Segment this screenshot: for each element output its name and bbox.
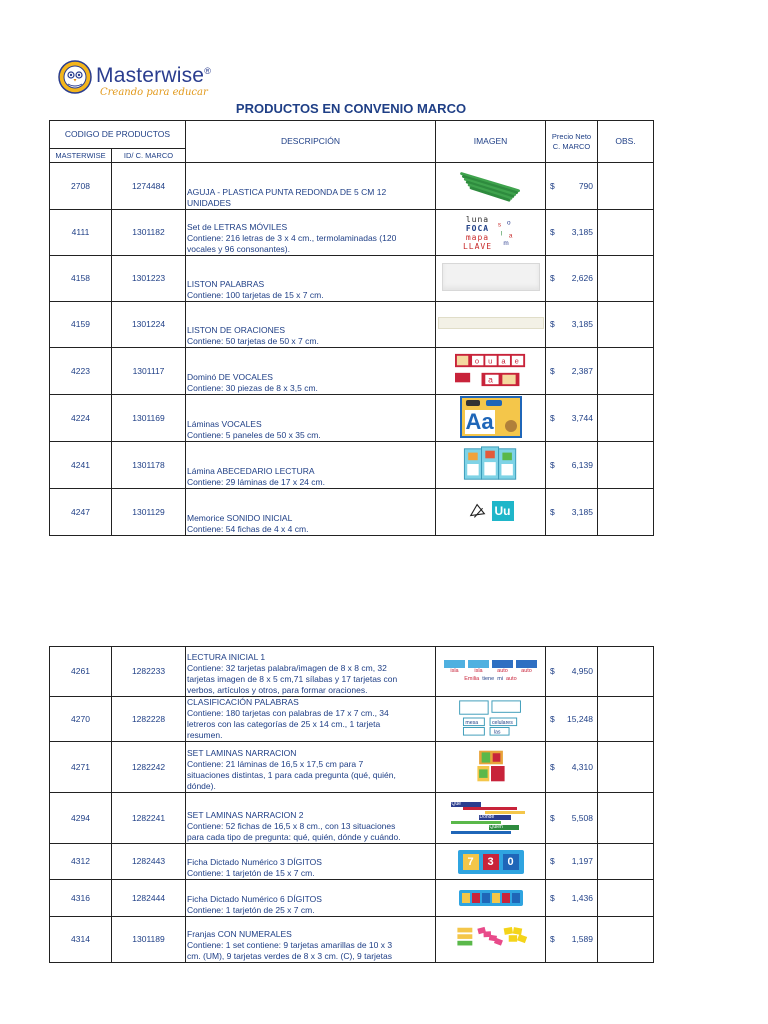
marco-id: 1301178	[112, 442, 186, 489]
currency-symbol: $	[550, 319, 555, 329]
price-cell	[546, 489, 598, 536]
price-cell	[546, 844, 598, 880]
word-classification-icon	[457, 699, 525, 740]
currency-symbol: $	[550, 459, 555, 470]
description-line: Contiene: 54 fichas de 4 x 4 cm.	[187, 524, 309, 534]
description-line: Franjas CON NUMERALES	[187, 929, 292, 939]
image-word: Emilia	[464, 676, 480, 682]
description-line: SET LAMINAS NARRACION 2	[187, 810, 304, 820]
price-cell	[546, 442, 598, 489]
description-line: vocales y 96 consonantes).	[187, 244, 291, 254]
description-line: Set de LETRAS MÓVILES	[187, 222, 288, 232]
product-description	[186, 742, 436, 793]
image-word: LLAVE	[462, 242, 493, 251]
header-price-line1: Precio Neto	[551, 131, 592, 141]
reading-cards-icon	[441, 660, 541, 683]
currency-symbol: $	[550, 713, 555, 724]
obs-cell	[598, 256, 654, 302]
currency-symbol: $	[550, 812, 555, 823]
masterwise-code: 4271	[50, 742, 112, 793]
obs-cell	[598, 742, 654, 793]
product-image	[436, 880, 546, 917]
header-price	[546, 121, 598, 163]
description-line: SET LAMINAS NARRACION	[187, 748, 297, 758]
image-word: auto	[521, 668, 532, 674]
svg-text:celulares: celulares	[491, 719, 513, 726]
product-description	[186, 844, 436, 880]
price-value: 3,744	[571, 412, 593, 423]
description-line: verbos, artículos y otros, para formar oraciones.	[187, 685, 368, 695]
product-description	[186, 442, 436, 489]
price-value: 4,950	[571, 666, 593, 676]
image-word: Quién	[489, 825, 519, 830]
price-cell	[546, 647, 598, 697]
header-obs: OBS.	[598, 121, 654, 163]
image-word: isla	[450, 668, 459, 674]
masterwise-code: 4316	[50, 880, 112, 917]
masterwise-code: 2708	[50, 163, 112, 210]
product-image	[436, 256, 546, 302]
obs-cell	[598, 395, 654, 442]
owl-seal-icon	[58, 60, 92, 94]
svg-text:u: u	[487, 355, 492, 365]
products-table-1	[49, 120, 654, 536]
price-value: 1,589	[571, 934, 593, 944]
description-line: Contiene: 32 tarjetas palabra/imagen de 8 x 8 cm, 32	[187, 663, 387, 673]
marco-id: 1282444	[112, 880, 186, 917]
word-strip-icon	[442, 263, 540, 294]
price-value: 1,197	[571, 856, 593, 866]
description-line: Contiene: 1 tarjetón de 25 x 7 cm.	[187, 905, 315, 915]
product-image	[436, 442, 546, 489]
description-line: Memorice SONIDO INICIAL	[187, 513, 293, 523]
obs-cell	[598, 697, 654, 742]
product-description	[186, 697, 436, 742]
price-cell	[546, 395, 598, 442]
description-line: Contiene: 216 letras de 3 x 4 cm., termolaminadas (120	[187, 233, 397, 243]
marco-id: 1282241	[112, 793, 186, 844]
product-image	[436, 395, 546, 442]
price-cell	[546, 793, 598, 844]
price-value: 3,185	[571, 506, 593, 517]
svg-text:s: s	[497, 221, 502, 229]
obs-cell	[598, 844, 654, 880]
product-row	[50, 742, 654, 793]
description-line: Contiene: 1 set contiene: 9 tarjetas amarillas de 10 x 3	[187, 940, 393, 950]
needles-icon	[456, 166, 526, 207]
description-line: CLASIFICACIÓN PALABRAS	[187, 697, 299, 707]
svg-text:a: a	[508, 232, 513, 240]
brand-tagline: Creando para educar	[100, 87, 208, 98]
svg-text:mesa: mesa	[464, 719, 478, 726]
image-text: Uu	[492, 501, 514, 521]
description-line: tarjetas imagen de 8 x 5 cm,71 sílabas y 17 tarjetas con	[187, 674, 398, 684]
price-cell	[546, 302, 598, 348]
masterwise-code: 4158	[50, 256, 112, 302]
description-line: Contiene: 100 tarjetas de 15 x 7 cm.	[187, 290, 324, 300]
price-value: 790	[578, 180, 593, 191]
product-description	[186, 793, 436, 844]
price-value: 3,185	[571, 227, 593, 237]
product-row	[50, 395, 654, 442]
marco-id: 1301129	[112, 489, 186, 536]
product-image	[436, 163, 546, 210]
image-word: Qué	[451, 802, 481, 807]
description-line: cm. (UM), 9 tarjetas verdes de 8 x 3 cm. (C), 9 tarjetas	[187, 951, 393, 961]
currency-symbol: $	[550, 934, 555, 944]
description-line: Lámina ABECEDARIO LECTURA	[187, 466, 315, 476]
description-line: Contiene: 180 tarjetas con palabras de 17 x 7 cm., 34	[187, 708, 389, 718]
description-line: LISTON PALABRAS	[187, 279, 265, 289]
product-image	[436, 210, 546, 256]
svg-text:o: o	[507, 219, 511, 227]
description-line: Contiene: 52 fichas de 16,5 x 8 cm., con 13 situaciones	[187, 821, 396, 831]
description-line: LISTON DE ORACIONES	[187, 325, 286, 335]
memory-cards-icon	[468, 501, 514, 524]
price-cell	[546, 742, 598, 793]
product-row	[50, 256, 654, 302]
image-word: tiene	[482, 676, 495, 682]
product-row	[50, 880, 654, 917]
currency-symbol: $	[550, 412, 555, 423]
price-cell	[546, 917, 598, 963]
svg-text:a: a	[500, 355, 506, 365]
header-description: DESCRIPCIÓN	[186, 121, 436, 163]
marco-id: 1274484	[112, 163, 186, 210]
price-value: 5,508	[571, 812, 593, 823]
marco-id: 1282242	[112, 742, 186, 793]
description-line: para cada tipo de pregunta: qué, quién, dónde y cuándo.	[187, 832, 401, 842]
description-line: UNIDADES	[187, 198, 231, 208]
image-word: mi	[497, 676, 503, 682]
image-text: Aa	[465, 408, 494, 434]
masterwise-code: 4159	[50, 302, 112, 348]
marco-id: 1301224	[112, 302, 186, 348]
currency-symbol: $	[550, 273, 555, 283]
product-description	[186, 210, 436, 256]
currency-symbol: $	[550, 506, 555, 517]
description-line: Ficha Dictado Numérico 3 DÍGITOS	[187, 857, 322, 867]
obs-cell	[598, 210, 654, 256]
image-word: luna	[465, 215, 490, 224]
description-line: AGUJA - PLASTICA PUNTA REDONDA DE 5 CM 12	[187, 187, 387, 197]
product-row	[50, 917, 654, 963]
marco-id: 1282228	[112, 697, 186, 742]
narration-sheets-icon	[474, 747, 508, 788]
price-value: 4,310	[571, 761, 593, 772]
header-id-marco: ID/ C. MARCO	[112, 149, 186, 163]
description-line: situaciones distintas, 1 para cada pregunta (qué, quién,	[187, 770, 396, 780]
marco-id: 1301182	[112, 210, 186, 256]
marco-id: 1301223	[112, 256, 186, 302]
price-value: 1,436	[571, 892, 593, 903]
description-line: resumen.	[187, 730, 223, 740]
product-image	[436, 793, 546, 844]
currency-symbol: $	[550, 761, 555, 772]
header-masterwise: MASTERWISE	[50, 149, 112, 163]
product-row	[50, 163, 654, 210]
masterwise-code: 4247	[50, 489, 112, 536]
masterwise-code: 4294	[50, 793, 112, 844]
product-image	[436, 697, 546, 742]
price-cell	[546, 880, 598, 917]
product-description	[186, 348, 436, 395]
image-word: FOCA	[465, 224, 490, 233]
number-strips-icon	[451, 924, 531, 955]
description-line: Dominó DE VOCALES	[187, 372, 273, 382]
masterwise-code: 4270	[50, 697, 112, 742]
description-line: Contiene: 29 láminas de 17 x 24 cm.	[187, 477, 325, 487]
svg-text:e: e	[514, 355, 519, 365]
product-row	[50, 489, 654, 536]
page-title: PRODUCTOS EN CONVENIO MARCO	[235, 101, 467, 116]
image-digit: 3	[483, 854, 499, 870]
product-row	[50, 697, 654, 742]
image-digit: 0	[503, 854, 519, 870]
marco-id: 1301169	[112, 395, 186, 442]
masterwise-code: 4312	[50, 844, 112, 880]
masterwise-code: 4111	[50, 210, 112, 256]
registered-mark: ®	[204, 66, 212, 76]
marco-id: 1301117	[112, 348, 186, 395]
currency-symbol: $	[550, 180, 555, 191]
product-image	[436, 348, 546, 395]
svg-text:a: a	[487, 373, 493, 384]
svg-text:o: o	[474, 355, 479, 365]
currency-symbol: $	[550, 227, 555, 237]
obs-cell	[598, 917, 654, 963]
description-line: letreros con las categorías de 25 x 14 cm., 1 tarjeta	[187, 719, 381, 729]
product-description	[186, 256, 436, 302]
price-value: 6,139	[571, 459, 593, 470]
image-word: auto	[497, 668, 508, 674]
product-row	[50, 844, 654, 880]
letters-icon	[463, 214, 518, 251]
price-value: 2,387	[571, 365, 593, 376]
obs-cell	[598, 348, 654, 395]
svg-text:l: l	[500, 230, 503, 238]
masterwise-code: 4261	[50, 647, 112, 697]
price-cell	[546, 163, 598, 210]
six-digit-card-icon	[459, 890, 523, 906]
product-description	[186, 917, 436, 963]
three-digit-card-icon	[458, 850, 524, 874]
product-image	[436, 844, 546, 880]
description-line: LECTURA INICIAL 1	[187, 652, 266, 662]
marco-id: 1301189	[112, 917, 186, 963]
product-row	[50, 348, 654, 395]
vowel-panel-icon	[460, 396, 522, 441]
description-line: Contiene: 1 tarjetón de 15 x 7 cm.	[187, 868, 315, 878]
description-line: Láminas VOCALES	[187, 419, 262, 429]
description-line: Ficha Dictado Numérico 6 DÍGITOS	[187, 894, 322, 904]
description-line: Contiene: 5 paneles de 50 x 35 cm.	[187, 430, 321, 440]
price-cell	[546, 256, 598, 302]
product-row	[50, 302, 654, 348]
price-value: 2,626	[571, 273, 593, 283]
obs-cell	[598, 489, 654, 536]
image-digit: 7	[463, 854, 479, 870]
price-cell	[546, 697, 598, 742]
obs-cell	[598, 302, 654, 348]
product-row	[50, 647, 654, 697]
price-cell	[546, 348, 598, 395]
product-description	[186, 395, 436, 442]
description-line: Contiene: 50 tarjetas de 50 x 7 cm.	[187, 336, 319, 346]
product-image	[436, 647, 546, 697]
price-value: 15,248	[567, 713, 593, 724]
marco-id: 1282233	[112, 647, 186, 697]
sentence-strip-icon	[438, 317, 544, 332]
product-description	[186, 647, 436, 697]
header-codes: CODIGO DE PRODUCTOS	[50, 121, 186, 149]
description-line: Contiene: 21 láminas de 16,5 x 17,5 cm para 7	[187, 759, 364, 769]
svg-text:m: m	[503, 239, 509, 247]
product-description	[186, 302, 436, 348]
header-price-line2: C. MARCO	[552, 141, 591, 151]
image-word: isla	[474, 668, 483, 674]
header-image: IMAGEN	[436, 121, 546, 163]
price-value: 3,185	[571, 319, 593, 329]
product-row	[50, 793, 654, 844]
obs-cell	[598, 880, 654, 917]
product-image	[436, 917, 546, 963]
currency-symbol: $	[550, 892, 555, 903]
product-image	[436, 302, 546, 348]
masterwise-code: 4314	[50, 917, 112, 963]
masterwise-code: 4223	[50, 348, 112, 395]
svg-text:las: las	[493, 729, 501, 736]
brand-logo	[58, 60, 258, 100]
obs-cell	[598, 163, 654, 210]
product-image	[436, 742, 546, 793]
product-description	[186, 489, 436, 536]
product-description	[186, 163, 436, 210]
obs-cell	[598, 647, 654, 697]
product-description	[186, 880, 436, 917]
product-row	[50, 442, 654, 489]
masterwise-code: 4224	[50, 395, 112, 442]
price-cell	[546, 210, 598, 256]
description-line: dónde).	[187, 781, 216, 791]
masterwise-code: 4241	[50, 442, 112, 489]
image-word: auto	[506, 676, 517, 682]
product-row	[50, 210, 654, 256]
image-word: Dónde	[479, 815, 511, 820]
currency-symbol: $	[550, 365, 555, 376]
currency-symbol: $	[550, 666, 555, 676]
product-image	[436, 489, 546, 536]
description-line: Contiene: 30 piezas de 8 x 3,5 cm.	[187, 383, 318, 393]
obs-cell	[598, 793, 654, 844]
question-cards-icon	[451, 802, 531, 834]
image-word: mapa	[465, 233, 490, 242]
header-row-1	[50, 121, 654, 149]
marco-id: 1282443	[112, 844, 186, 880]
alphabet-sheets-icon	[462, 445, 520, 486]
products-table-2	[49, 646, 654, 963]
brand-name: Masterwise®	[96, 64, 212, 87]
currency-symbol: $	[550, 856, 555, 866]
domino-icon	[452, 352, 530, 391]
obs-cell	[598, 442, 654, 489]
